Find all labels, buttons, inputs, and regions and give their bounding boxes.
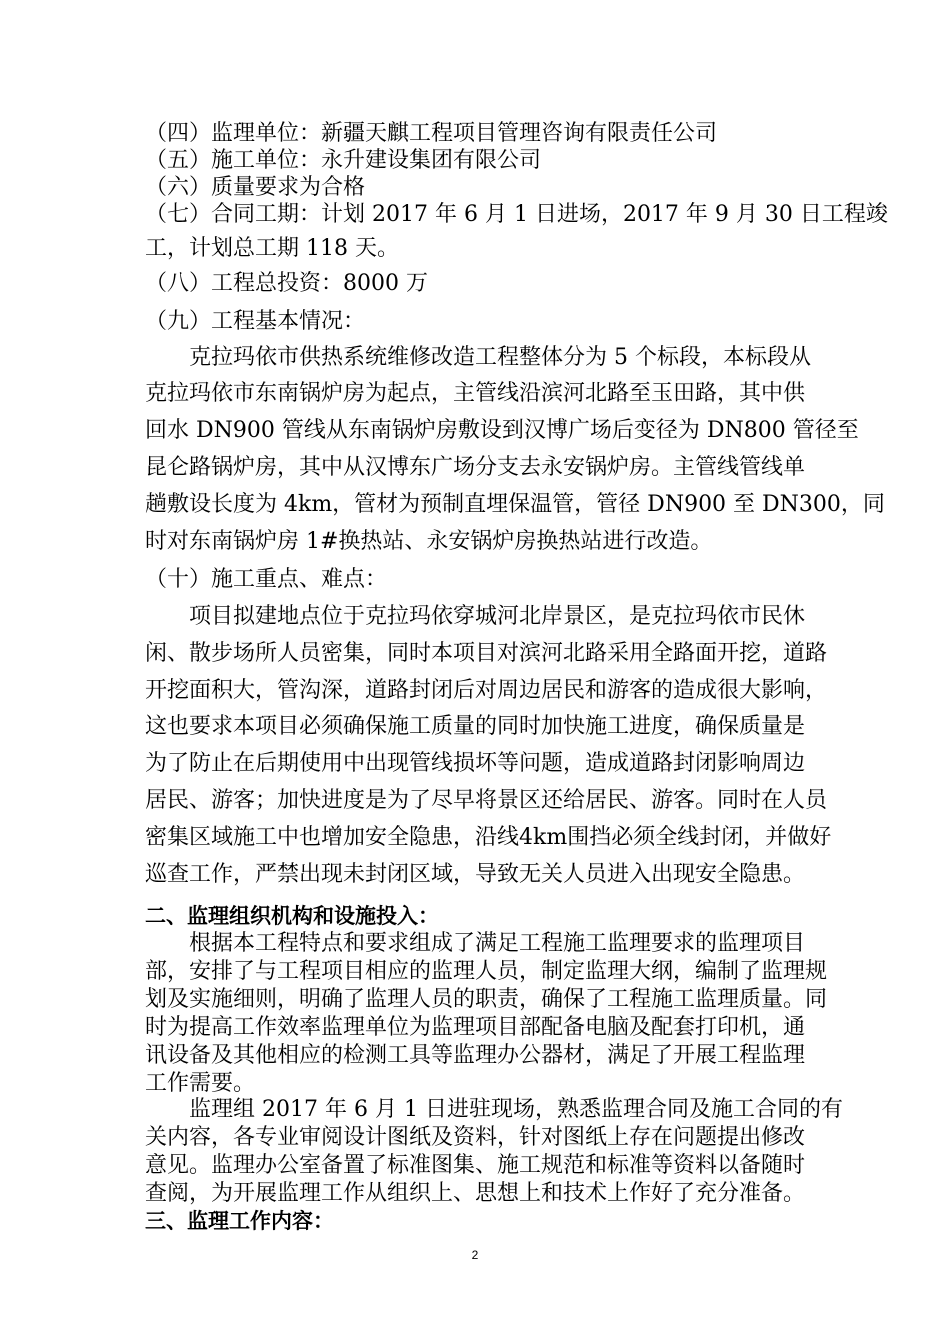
section2-line: 部，安排了与工程项目相应的监理人员，制定监理大纲，编制了监理规 — [145, 959, 828, 984]
difficulties-line: 项目拟建地点位于克拉玛依穿城河北岸景区，是克拉玛依市民休 — [189, 604, 806, 629]
difficulties-line: 闲、散步场所人员密集，同时本项目对滨河北路采用全路面开挖，道路 — [145, 641, 828, 666]
difficulties-line: 这也要求本项目必须确保施工质量的同时加快施工进度，确保质量是 — [145, 714, 806, 739]
difficulties-line: 开挖面积大，管沟深，道路封闭后对周边居民和游客的造成很大影响， — [145, 678, 828, 703]
overview-line: 克拉玛依市供热系统维修改造工程整体分为 5 个标段，本标段从 — [189, 345, 811, 370]
overview-line: 时对东南锅炉房 1#换热站、永安锅炉房换热站进行改造。 — [145, 529, 713, 554]
overview-line: 回水 DN900 管线从东南锅炉房敷设到汉博广场后变径为 DN800 管径至 — [145, 418, 859, 443]
section2-line: 查阅，为开展监理工作从组织上、思想上和技术上作好了充分准备。 — [145, 1181, 806, 1206]
section-heading: 二、监理组织机构和设施投入： — [145, 904, 439, 928]
section2-line: 关内容，各专业审阅设计图纸及资料，针对图纸上存在问题提出修改 — [145, 1125, 806, 1150]
section2-line: 意见。监理办公室备置了标准图集、施工规范和标准等资料以备随时 — [145, 1153, 806, 1178]
schedule-line-1: （七）合同工期：计划 2017 年 6 月 1 日进场，2017 年 9 月 30 日工程竣 — [145, 202, 888, 227]
overview-line: 昆仑路锅炉房，其中从汉博东广场分支去永安锅炉房。主管线管线单 — [145, 455, 806, 480]
section2-line: 时为提高工作效率监理单位为监理项目部配备电脑及配套打印机，通 — [145, 1015, 806, 1040]
investment-line: （八）工程总投资：8000 万 — [145, 271, 428, 296]
difficulties-title: （十）施工重点、难点： — [145, 567, 388, 592]
overview-line: 趟敷设长度为 4km，管材为预制直埋保温管，管径 DN900 至 DN300，同 — [145, 492, 885, 517]
section2-line: 监理组 2017 年 6 月 1 日进驻现场，熟悉监理合同及施工合同的有 — [189, 1097, 843, 1122]
page-number: 2 — [471, 1248, 479, 1262]
supervisor-line: （四）监理单位：新疆天麒工程项目管理咨询有限责任公司 — [145, 121, 718, 146]
contractor-line: （五）施工单位：永升建设集团有限公司 — [145, 148, 542, 173]
overview-line: 克拉玛依市东南锅炉房为起点，主管线沿滨河北路至玉田路，其中供 — [145, 381, 806, 406]
overview-title: （九）工程基本情况： — [145, 309, 366, 334]
section2-line: 划及实施细则，明确了监理人员的职责，确保了工程施工监理质量。同 — [145, 987, 828, 1012]
section2-line: 讯设备及其他相应的检测工具等监理办公器材，满足了开展工程监理 — [145, 1043, 806, 1068]
section2-line: 工作需要。 — [145, 1071, 256, 1096]
section-heading: 三、监理工作内容： — [145, 1209, 334, 1233]
difficulties-line: 为了防止在后期使用中出现管线损坏等问题，造成道路封闭影响周边 — [145, 751, 806, 776]
difficulties-line: 居民、游客；加快进度是为了尽早将景区还给居民、游客。同时在人员 — [145, 788, 828, 813]
section2-line: 根据本工程特点和要求组成了满足工程施工监理要求的监理项目 — [189, 931, 806, 956]
difficulties-line: 巡查工作，严禁出现未封闭区域，导致无关人员进入出现安全隐患。 — [145, 862, 806, 887]
quality-line: （六）质量要求为合格 — [145, 175, 366, 200]
schedule-line-2: 工，计划总工期 118 天。 — [145, 236, 399, 261]
difficulties-line: 密集区域施工中也增加安全隐患，沿线4km围挡必须全线封闭，并做好 — [145, 825, 832, 850]
